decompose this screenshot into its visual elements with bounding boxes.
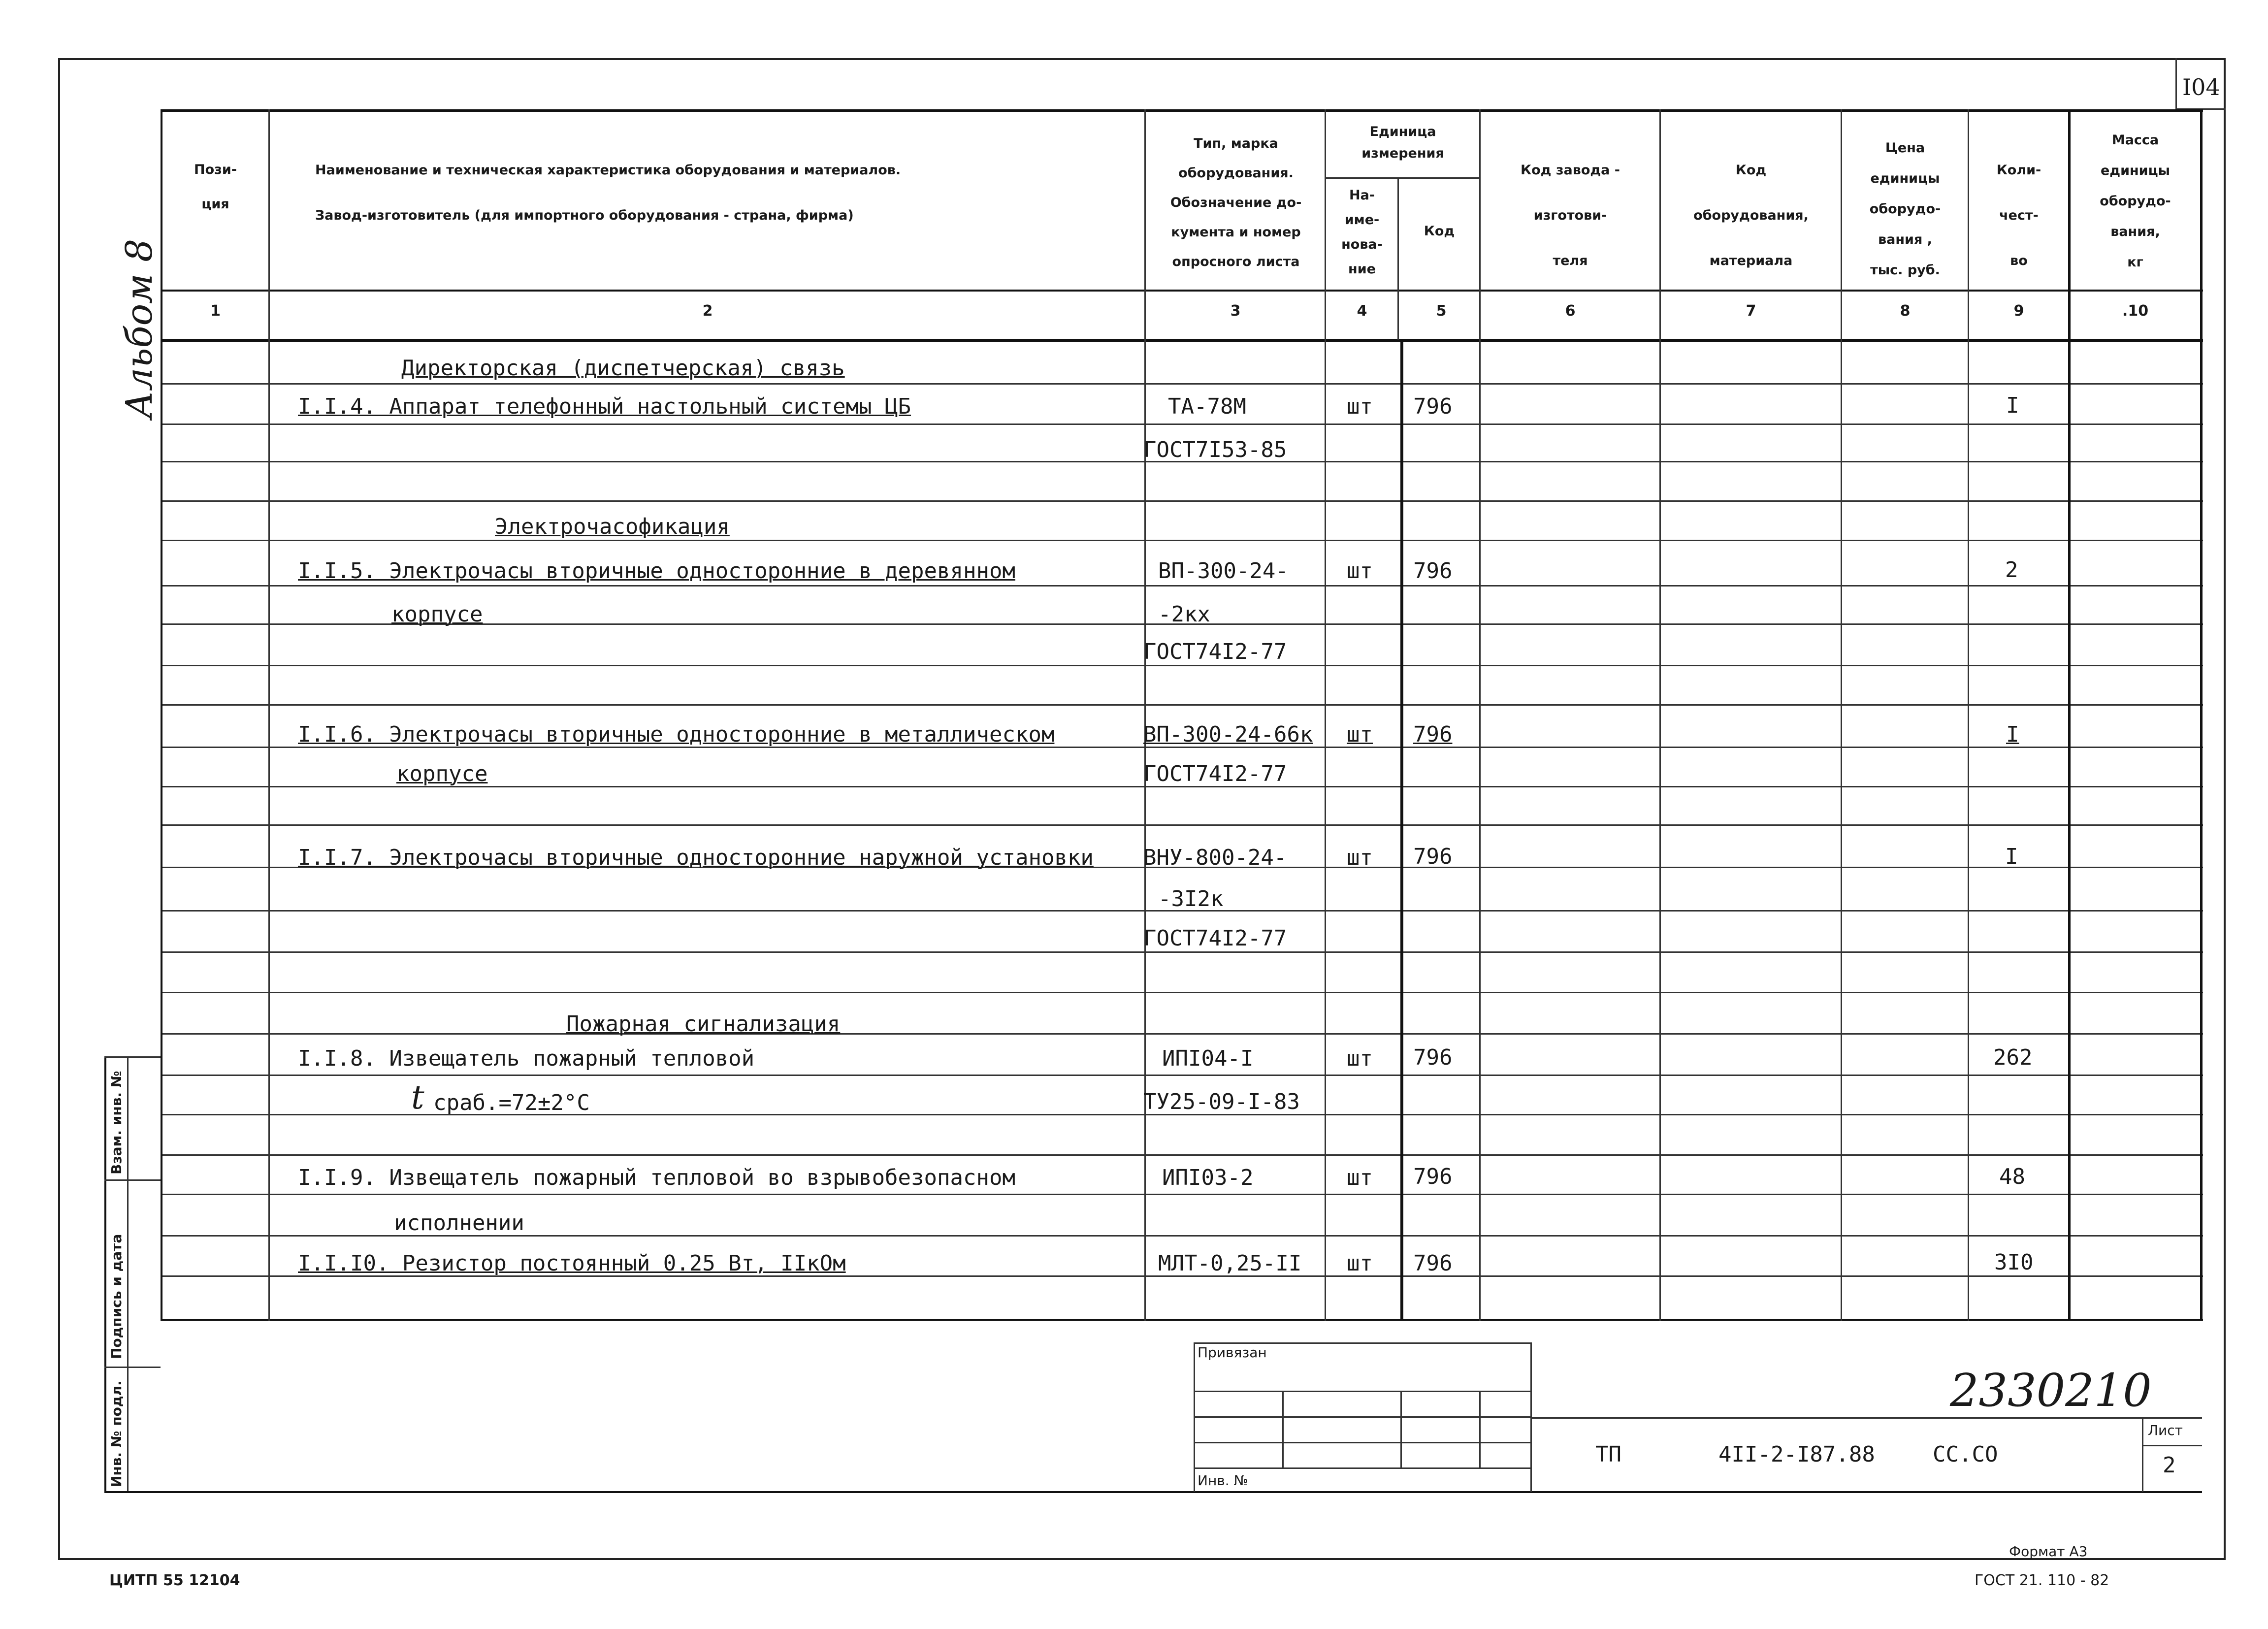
header-type: Тип, марка оборудования. Обозначение до- кумента и номер опросного листа	[1170, 136, 1302, 269]
section-title: Пожарная сигнализация	[566, 1011, 841, 1037]
row-separator	[161, 585, 2203, 586]
item-type: ВП-300-24-	[1158, 558, 1289, 584]
item-unit-code: 796	[1413, 558, 1453, 584]
stamp-field-signature-date: Подпись и дата	[108, 1234, 125, 1359]
titleblock-line	[1530, 1417, 2202, 1419]
row-separator	[161, 1075, 2203, 1076]
column-number: 7	[1746, 302, 1756, 320]
list-number: 2	[2163, 1453, 2176, 1478]
item-type: ВНУ-800-24-	[1143, 845, 1287, 870]
row-separator	[161, 951, 2203, 953]
col-border-4-header	[1397, 177, 1399, 340]
item-unit-code: 796	[1413, 394, 1453, 419]
row-separator	[161, 704, 2203, 706]
header-unit-code: Код	[1424, 224, 1455, 239]
item-type-standard: ГОСТ74I2-77	[1143, 639, 1287, 664]
list-label: Лист	[2148, 1422, 2183, 1438]
tp-label: ТП	[1595, 1442, 1621, 1467]
header-equipment-code: Код оборудования, материала	[1693, 163, 1809, 268]
row-separator	[161, 1154, 2203, 1156]
column-number: .10	[2122, 302, 2149, 320]
item-type: ТА-78М	[1168, 394, 1246, 419]
column-numbers-divider	[161, 339, 2203, 342]
row-separator	[161, 665, 2203, 666]
column-number: 1	[210, 302, 221, 320]
document-number: 4II-2-I87.88	[1718, 1442, 1875, 1467]
col-border-5	[1479, 109, 1481, 1321]
header-divider	[161, 290, 2203, 292]
titleblock-line	[1400, 1391, 1402, 1467]
item-quantity: I	[2006, 393, 2019, 418]
stamp-field-replacement-inv: Взам. инв. №	[108, 1071, 125, 1174]
column-number: 5	[1436, 302, 1447, 320]
gost-label: ГОСТ 21. 110 - 82	[1975, 1572, 2109, 1589]
titleblock-line	[2142, 1445, 2202, 1446]
document-code: СС.СО	[1933, 1442, 1998, 1467]
item-name-continued: корпусе	[396, 761, 488, 786]
row-separator	[161, 1194, 2203, 1195]
privyazan-label: Привязан	[1198, 1344, 1267, 1361]
item-unit-code: 796	[1413, 844, 1453, 869]
item-unit-code: 796	[1413, 1164, 1453, 1189]
stamp-field-inv-original: Инв. № подл.	[108, 1380, 125, 1487]
item-unit: шт	[1347, 1165, 1373, 1190]
item-quantity: 3I0	[1994, 1250, 2034, 1275]
col-border-3	[1325, 109, 1326, 1321]
titleblock-line	[1479, 1391, 1481, 1467]
col-border-6	[1659, 109, 1661, 1321]
item-type: ИПI03-2	[1162, 1165, 1254, 1190]
item-name: I.I.4. Аппарат телефонный настольный системы ЦБ	[298, 394, 911, 419]
stamp-divider	[104, 1056, 161, 1058]
handwritten-code: 2330210	[1950, 1364, 2152, 1417]
unit-header-divider	[1325, 177, 1479, 179]
column-number: 8	[1900, 302, 1911, 320]
item-name: I.I.5. Электрочасы вторичные односторонние в деревянном	[298, 558, 1015, 584]
item-name-continued: исполнении	[394, 1210, 524, 1236]
item-quantity: 262	[1993, 1045, 2033, 1070]
page-number: I04	[2182, 74, 2220, 100]
row-separator	[161, 1033, 2203, 1035]
titleblock-line	[1194, 1467, 1530, 1469]
row-separator	[161, 500, 2203, 502]
item-unit: шт	[1347, 1046, 1373, 1071]
col-border-2	[1144, 109, 1146, 1321]
citp-label: ЦИТП 55 12104	[109, 1572, 240, 1589]
item-unit: шт	[1347, 558, 1373, 584]
item-type-standard: ТУ25-09-I-83	[1143, 1089, 1300, 1114]
item-name: I.I.6. Электрочасы вторичные односторонние в металлическом	[298, 722, 1055, 747]
header-name: Наименование и техническая характеристика оборудования и материалов. Завод-изготовитель (для импортного оборудования - страна, фирма)	[315, 163, 901, 223]
item-type-standard: ГОСТ74I2-77	[1143, 761, 1287, 786]
stamp-divider	[127, 1056, 129, 1492]
item-type-standard: ГОСТ7I53-85	[1143, 437, 1287, 462]
item-name: I.I.I0. Резистор постоянный 0.25 Вт, IIкОм	[298, 1251, 846, 1276]
item-name-continued: корпусе	[391, 602, 483, 627]
item-type-continued: -2кх	[1158, 602, 1210, 627]
titleblock-line	[1282, 1391, 1284, 1467]
row-separator	[161, 383, 2203, 385]
stamp-divider	[104, 1367, 161, 1368]
item-type: МЛТ-0,25-II	[1158, 1251, 1302, 1276]
item-unit: шт	[1347, 722, 1373, 747]
row-separator	[161, 824, 2203, 826]
column-number: 2	[702, 302, 713, 320]
column-number: 3	[1230, 302, 1241, 320]
header-unit-name: На- име- нова- ние	[1341, 188, 1383, 277]
column-number: 4	[1357, 302, 1367, 320]
table-bottom-border	[161, 1319, 2203, 1321]
column-number: 9	[2013, 302, 2024, 320]
header-factory-code: Код завода - изготови- теля	[1521, 163, 1620, 268]
section-title: Директорская (диспетчерская) связь	[401, 356, 845, 381]
stamp-divider	[104, 1179, 161, 1181]
page-number-divider	[2175, 58, 2177, 108]
row-separator	[161, 992, 2203, 993]
col-border-10	[2200, 109, 2203, 1321]
header-unit: Единица измерения	[1361, 124, 1444, 161]
item-unit: шт	[1347, 1251, 1373, 1276]
item-quantity: I	[2005, 844, 2018, 869]
item-name: I.I.7. Электрочасы вторичные односторонние наружной установки	[298, 845, 1094, 870]
col-border-7	[1841, 109, 1842, 1321]
item-type: ИПI04-I	[1162, 1046, 1254, 1071]
album-label: Альбом 8	[118, 238, 161, 419]
item-unit-code: 796	[1413, 1045, 1453, 1070]
item-parameter-symbol: t	[411, 1078, 424, 1116]
stamp-border	[104, 1056, 106, 1492]
item-unit: шт	[1347, 845, 1373, 870]
item-name: I.I.8. Извещатель пожарный тепловой	[298, 1046, 755, 1071]
item-name: I.I.9. Извещатель пожарный тепловой во взрывобезопасном	[298, 1165, 1015, 1190]
item-unit-code: 796	[1413, 1251, 1453, 1276]
item-unit: шт	[1347, 394, 1373, 419]
section-title: Электрочасофикация	[495, 514, 730, 539]
titleblock-line	[1194, 1342, 1530, 1344]
table-top-border	[161, 109, 2203, 112]
col-border-9	[2068, 109, 2071, 1321]
col-border-4	[1400, 340, 1403, 1320]
col-border-1	[268, 109, 270, 1321]
item-parameter: сраб.=72±2°С	[433, 1090, 590, 1115]
header-price: Цена единицы оборудо- вания , тыс. руб.	[1869, 140, 1941, 278]
item-type-continued: -3I2к	[1158, 886, 1224, 912]
item-quantity: 2	[2005, 557, 2018, 583]
titleblock-line	[2142, 1417, 2143, 1492]
format-label: Формат А3	[2009, 1543, 2088, 1560]
header-mass: Масса единицы оборудо- вания, кг	[2100, 132, 2171, 270]
item-quantity: I	[2006, 722, 2019, 747]
item-type-standard: ГОСТ74I2-77	[1143, 926, 1287, 951]
column-number: 6	[1565, 302, 1576, 320]
header-position: Пози- ция	[194, 162, 237, 212]
header-quantity: Коли- чест- во	[1996, 163, 2041, 268]
item-type: ВП-300-24-66к	[1143, 722, 1313, 747]
sheet-bottom-line	[104, 1491, 2202, 1493]
item-quantity: 48	[1999, 1164, 2025, 1189]
col-border-8	[1968, 109, 1969, 1321]
row-separator	[161, 540, 2203, 541]
col-border-0	[161, 109, 162, 1321]
inv-label: Инв. №	[1198, 1472, 1248, 1489]
row-separator	[161, 424, 2203, 425]
item-unit-code: 796	[1413, 722, 1453, 747]
